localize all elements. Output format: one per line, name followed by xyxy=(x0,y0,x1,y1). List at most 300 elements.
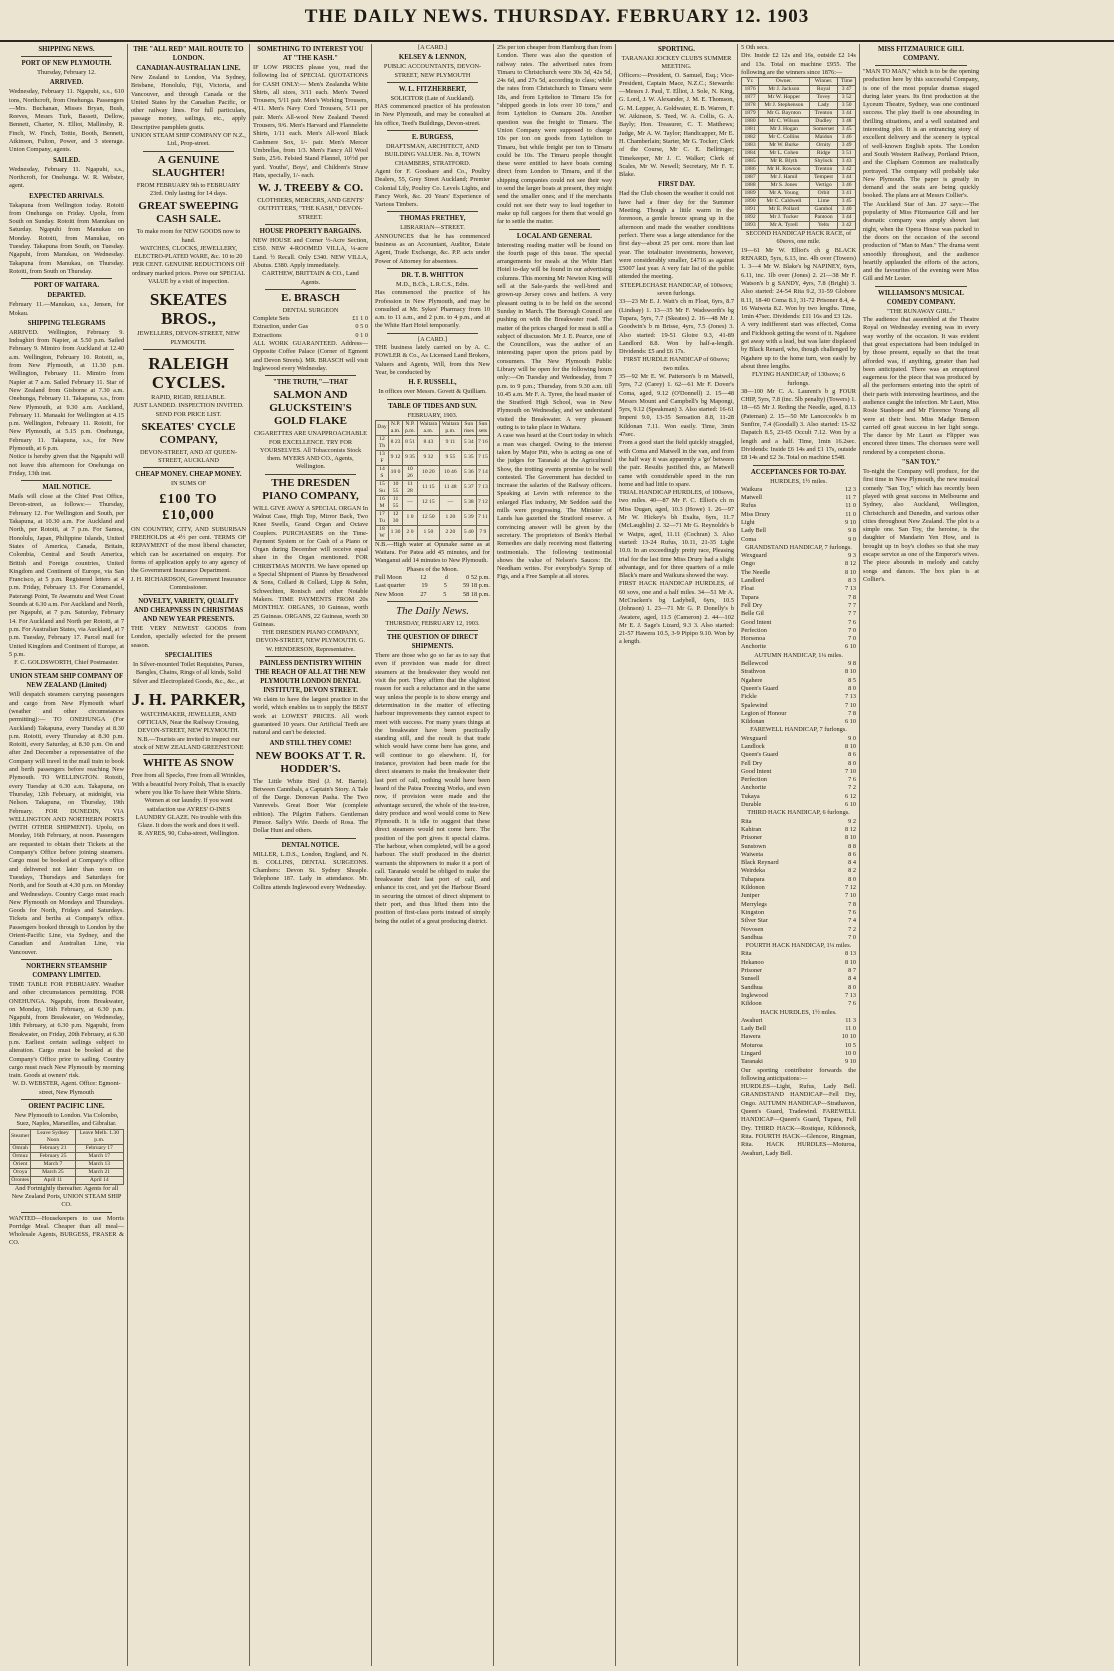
horse-name: Sunsell xyxy=(741,975,760,983)
horse-name: Wexguard xyxy=(741,734,767,742)
list-item xyxy=(741,926,856,934)
list-item xyxy=(741,1025,856,1033)
sporting-sub: TARANAKI JOCKEY CLUB'S SUMMER MEETING. xyxy=(621,55,732,71)
table-cell: Mr A. Tyrell xyxy=(759,222,810,230)
table-cell: 1891 xyxy=(742,206,759,214)
horse-weight: 9 8 xyxy=(848,660,856,668)
horse-weight: 7 7 xyxy=(848,601,856,609)
table-cell: 1876 xyxy=(742,86,759,94)
tide-month: FEBRUARY, 1903. xyxy=(407,411,458,419)
results-5: FIRST HACK HANDICAP HURDLES, of 60 sovs, one and a half miles. 34—51 Mr A. McCracken's bg Ladybell, 6yrs, 10.5 (Johnson) 1. 23—71 Mr G. P. Donelly's b Awatere, aged, 11.5 (Cameron) 2. 44—102 Mr E. J. Sage's Lizard, 9.3 3. Also started: 21-57 Hawera 10.5, 3-9 Pipipo 9.10. Won by a length. xyxy=(619,580,734,646)
table-row xyxy=(742,150,856,158)
williamson-sub: "THE RUNAWAY GIRL." xyxy=(887,307,955,315)
autumn-heading: AUTUMN HANDICAP, 1¼ miles. xyxy=(754,651,843,659)
horse-weight: 8 0 xyxy=(848,759,856,767)
horse-weight: 11 3 xyxy=(845,1016,856,1024)
moon-phase: Last quarter xyxy=(375,582,406,590)
horse-name: Tuhapara xyxy=(741,875,765,883)
table-cell: Vertigo xyxy=(809,182,838,190)
table-cell: February 21 xyxy=(31,1144,75,1152)
truth-heading: "THE TRUTH,"—THAT xyxy=(273,379,348,387)
table-cell: 3 45 xyxy=(838,126,856,134)
horse-name: Rita xyxy=(741,950,752,958)
leader-text: There are those who go so far as to say that even if provision was made for direct steamers at the breakwater they would not visit the port. They affirm that the slightest reason for such a reluctance and in the same way unless the people is to show energy and determination in the matter of effecting harbour improvements they cannot expect to meet with success. For many years things at the breakwater have been practically standing still, and the result is that trade which would have come here has gone, and will continue to go elsewhere. If, for instance, provision had been made for the direct steamers to make the breakwater their last port of call, nothing would have been heard of the Patea Freezing Works, and even now, if provision were made and the advantage secured, the whole of the tea-tree, dairy produce and wool would come to New Plymouth. It is idle to suggest that these direct steamers would not come here. The position of the port gives it special claims. The harbour, when completed, will be a good harbour. The stuff produced in the district warrants the shipowners to make it a port of call. Taranaki would be obliged to make the breakwater their last port of call, and enhance its cost, and yet the Harbour Board in securing the utmost of direct shipment to their port, and thus lifted them into the position of first-class ports instead of simply being the outlet of a great producing district. xyxy=(375,652,490,925)
table-row xyxy=(742,198,856,206)
horse-weight: 8 10 xyxy=(844,958,856,966)
table-cell: 1880 xyxy=(742,118,759,126)
skeates-cycle-sub: DEVON-STREET, AND AT QUEEN-STREET, AUCKLAND xyxy=(139,448,237,465)
horse-name: Hekanoo xyxy=(741,958,764,966)
list-item xyxy=(741,577,856,585)
table-row xyxy=(10,1152,124,1160)
card-label: [A CARD.] xyxy=(417,44,448,51)
waitara-heading: PORT OF WAITARA. xyxy=(33,282,100,290)
table-cell: 3 42 xyxy=(838,166,856,174)
table-cell: Mr W. Burke xyxy=(759,142,810,150)
winners-table xyxy=(741,77,856,230)
leader-continued: 25s per ton cheaper from Hamburg than from London. There was also the question of railway rates. The advertised rates from Timaru to Christchurch were 30s 3d, 42s 5d, 24s 6d, and 27s 5d, according to class; while the rates from Christchurch to Timaru were 18s, and from Lyttelton to Timaru 15s for "shipped goods in lots over 10 tons," and from Lyttelton to Oamaru 20s. Another question was the freight to Timaru. The Union Company were supposed to charge 10s per ton on goods from Lyttelton to Timaru, but while freight per ton to Timaru could be 10s. The Timaru people thought these were entitled to have boats coming direct from London to Timaru, and if the shipping companies could not see their way to send the larger boats at present, they might send the smaller ones; and if the merchants could not see their way to lead together to make up full cargoes for them that would go far to settle the matter. xyxy=(497,44,612,226)
list-item xyxy=(741,901,856,909)
horse-weight: 7 10 xyxy=(844,767,856,775)
horse-name: Ngahere xyxy=(741,676,763,684)
books-text: The Little White Bird (J. M. Barrie). Between Cannibals, a Captain's Story. A Tale of the Darge. Donovan Pasha. The Two Vanrevels. Great Boer War (complete edition). The Pilgrim Fathers. Gentleman Pimsor. Sally's Wife. Deeds of Rosa. The Dollar Hunt and others. xyxy=(253,777,368,835)
table-cell: 3 52 xyxy=(838,94,856,102)
list-item xyxy=(741,735,856,743)
northern-heading: NORTHERN STEAMSHIP COMPANY LIMITED. xyxy=(26,962,107,979)
horse-name: Belle Gil xyxy=(741,610,764,618)
allred-heading: THE "ALL RED" MAIL ROUTE TO LONDON. xyxy=(133,46,244,62)
list-item xyxy=(741,619,856,627)
table-cell: 3 48 xyxy=(838,118,856,126)
columns xyxy=(6,44,1108,1666)
money-amount: £100 TO £10,000 xyxy=(159,491,218,523)
horse-name: Kildonon xyxy=(741,884,765,892)
horse-weight: 8 12 xyxy=(844,825,856,833)
horse-weight: 11 7 xyxy=(845,494,856,502)
horse-weight: 8 10 xyxy=(844,743,856,750)
fee-label: Extraction, under Gas xyxy=(253,323,309,331)
results-1: 33—23 Mr E. J. Watt's ch m Float, 6yrs, 8.7 (Lindsay) 1. 13—35 Mr F. Wadsworth's bg Tupara, 5yrs, 7.7 (Skeates) 2. 16—48 Mr J. Goodwin's b m Brisse, 4yrs, 7.5 (Jones) 3. Also started: 19-51 Gloire 9.3, 41-89 Landlord 8.8. Won by half-a-length. Dividends: £5 and £6 17s. xyxy=(619,298,734,356)
fee-label: Extractions xyxy=(253,331,282,339)
dresden-text: WILL GIVE AWAY A SPECIAL ORGAN In Walnut Case, High Top, Mirror Back, Two Knee Swells, Grand Organ and Octave Couplers. PURCHASERS on the Time-Payment System or for Cash of a Piano or Organ during December will receive equal share in the Organ mentioned. FOR CHRISTMAS MONTH. We have opened up a Special Shipment of Pianos by Broadwood & Sons, Collard & Collard, Lipp & Sohn, Schwechten, Ronisch and other Notable Makers. TIME PAYMENTS FROM 20s MONTHLY. ORGANS, 10 Guineas, worth 25 Guineas. ORGANS, 22 Guineas, worth 30 Guineas. xyxy=(253,504,368,628)
table-cell: Mr C. Caldwell xyxy=(759,198,810,206)
horse-weight: 12 3 xyxy=(844,485,856,493)
list-item xyxy=(741,685,856,693)
tide-col: Day xyxy=(376,420,389,435)
list-item xyxy=(741,801,856,809)
horse-weight: 7 13 xyxy=(844,991,856,999)
first-day-text: Had the Club chosen the weather it could not have had a finer day for the Summer Meeting. Though a little warm in the forenoon, a gentle breeze sprang up in the afternoon and made the weather conditions perfect. There was a large attendance for the first day—about 25 per cent. more than last year. The totalisator investments, however, were considerably smaller, £4716 as against £5007 last year. A very fair list of the public attended the meeting. xyxy=(619,190,734,281)
table-cell: April 14 xyxy=(75,1176,123,1184)
horse-name: Fell Dry xyxy=(741,601,763,609)
slaughter-heading: A GENUINE SLAUGHTER! xyxy=(152,153,225,179)
horse-weight: 8 2 xyxy=(848,867,856,875)
horse-name: Queen's Guard xyxy=(741,684,779,692)
local-text-2: A case was heard at the Court today in which a man was charged. Owing to the interest taken by Major Pitt, who is acting as one of the judges for Taranaki at the Agricultural Show, the trotting events promise to be well contested. The Government has decided to increase the salaries of the Railway officers. Speaking at Levin with reference to the enlarged Flax industry, Mr Seddon said the mills were progressing. The Minister of Lands has gazetted the Stratford reserve. A convincing answer will be given by the secretary. The proprietors of Bonk's Herbal Remedies are daily receiving most flattering testimonials. The following testimonial shows the value of Nelson's Sauces: Dr. Needham writes. For everybody's Syrup of Figs, and a Free Sample at all stores. xyxy=(497,432,612,581)
table-cell: February 17 xyxy=(75,1144,123,1152)
shipping-heading: SHIPPING NEWS. xyxy=(38,46,95,53)
horse-name: Kahiran xyxy=(741,825,762,833)
table-cell: 3 41 xyxy=(838,190,856,198)
table-cell: 5 37 xyxy=(461,480,476,495)
horse-weight: 11 0 xyxy=(845,502,856,510)
money-sums: IN SUMS OF xyxy=(171,480,206,488)
list-item xyxy=(741,668,856,676)
local-heading: LOCAL AND GENERAL xyxy=(516,232,593,240)
hack-hurdles-heading: HACK HURDLES, 1½ miles. xyxy=(760,1008,837,1016)
sailed-text: Wednesday, February 11. Ngapuhi, s.s., Northcroft, for Onehunga. W. R. Webster, agent. xyxy=(9,165,124,190)
table-cell: 7 15 xyxy=(476,450,489,465)
table-cell: 3 50 xyxy=(838,102,856,110)
list-item xyxy=(741,876,856,884)
list-item xyxy=(741,660,856,668)
table-cell: 12 15 xyxy=(417,495,439,510)
table-cell: 1889 xyxy=(742,190,759,198)
list-item xyxy=(741,851,856,859)
whitton-text: Has commenced the practice of his Profession in New Plymouth, and may be consulted at Mr. Sykes' Pharmacy from 10 a.m. to 11 a.m., and 2 p.m. to 4 p.m., and at the White Hart Hotel temporarily. xyxy=(375,289,490,330)
list-item xyxy=(741,1017,856,1025)
snow-text: Free from all Specks, Free from all Wrinkles, With a beautiful Ivory Polish, That is exactly where you like To have their White Shirts. Women at our laundry. If you want satisfaction use AYRES' O-INES LAUNDRY GLAZE. No trouble with this Glaze. It does the work and does it well. xyxy=(131,772,246,830)
table-cell: 1882 xyxy=(742,134,759,142)
table-cell: 1892 xyxy=(742,214,759,222)
novelty-heading: NOVELTY, VARIETY, QUALITY AND CHEAPNESS IN CHRISTMAS AND NEW YEAR PRESENTS. xyxy=(133,598,244,624)
moon-time: 58 18 p.m. xyxy=(463,590,490,598)
list-item xyxy=(741,536,856,544)
table-row xyxy=(376,480,490,495)
table-cell: 9 55 xyxy=(439,450,461,465)
flying-heading: FLYING HANDICAP, of 130sovs; 6 furlongs. xyxy=(752,371,845,387)
table-cell: Orbit xyxy=(809,190,838,198)
horse-name: Tukaya xyxy=(741,792,760,800)
fitzmaurice-text: "MAN TO MAN," which is to be the opening production here by this successful Company, is one of the most popular dramas staged during later years. Its first production at the Lyceum Theatre, Sydney, was one continued success. The play itself is one abounding in thrilling situations, and a well sustained and interesting plot. It is an entrancing story of excellent delivery and the scenery is typical of well-known English spots. The London and South Western Railway, Portland Prison, and the Clapham Common are realistically portrayed. The company will probably take New Plymouth. The paper is greatly in demand and the seats are being quickly booked. The plans are at Messrs Collier's. xyxy=(863,68,979,200)
table-cell: Ridge xyxy=(809,150,838,158)
list-item xyxy=(741,569,856,577)
table-cell: 10 26 xyxy=(403,465,418,480)
carthew-signature: CARTHEW, BRITTAIN & CO., Land Agents. xyxy=(262,270,359,286)
horse-name: Lingard xyxy=(741,1049,761,1057)
table-row xyxy=(742,190,856,198)
horse-weight: 7 2 xyxy=(848,784,856,792)
table-cell: 1878 xyxy=(742,102,759,110)
table-cell: Maidon xyxy=(809,134,838,142)
skeates-logo: SKEATES BROS., xyxy=(149,290,228,329)
brasch-fee-row xyxy=(253,315,368,323)
parker-logo: J. H. PARKER, xyxy=(131,689,246,709)
mail-signature: F. C. GOLDSWORTH, Chief Postmaster. xyxy=(14,659,119,667)
list-item xyxy=(741,826,856,834)
list-item xyxy=(741,494,856,502)
dresden-heading: THE DRESDEN PIANO COMPANY, xyxy=(262,476,359,502)
table-row xyxy=(376,510,490,525)
brasch-text: ALL WORK GUARANTEED. Address—Opposite Coffee Palace (Corner of Egmont and Devon Streets). MR. BRASCH will visit Inglewood every Wednesday. xyxy=(253,340,368,372)
list-item xyxy=(741,834,856,842)
horse-name: Novosen xyxy=(741,925,764,933)
table-row xyxy=(10,1168,124,1176)
table-row xyxy=(376,465,490,480)
autumn-list xyxy=(741,660,856,726)
table-row xyxy=(742,166,856,174)
horse-name: Moturoa xyxy=(741,1041,763,1049)
horse-name: Bellewcod xyxy=(741,660,768,668)
horse-name: Inglewood xyxy=(741,991,768,999)
moon-day: 27 xyxy=(420,590,427,598)
tips-intro: Our sporting contributor forwards the following anticipations:— xyxy=(741,1066,856,1082)
horse-weight: 7 0 xyxy=(848,626,856,634)
interest-heading: SOMETHING TO INTEREST YOU AT "THE KASH." xyxy=(257,46,364,62)
table-cell: Shylock xyxy=(809,158,838,166)
list-item xyxy=(741,527,856,535)
list-item xyxy=(741,486,856,494)
table-cell: 11 48 xyxy=(439,480,461,495)
orient-text: New Plymouth to London. Via Colombo, Suez, Naples, Marseilles, and Gibraltar. xyxy=(14,1112,119,1128)
sweep-text: To make room for NEW GOODS now to hand. xyxy=(136,228,241,244)
horse-weight: 8 10 xyxy=(844,668,856,676)
table-cell: Mr C. Collins xyxy=(759,134,810,142)
list-item xyxy=(741,959,856,967)
port-heading: PORT OF NEW PLYMOUTH. xyxy=(21,60,112,67)
horse-weight: 7 8 xyxy=(848,900,856,908)
horse-name: Sandhua xyxy=(741,983,763,991)
orient-heading: ORIENT PACIFIC LINE. xyxy=(28,1103,105,1111)
list-item xyxy=(741,602,856,610)
list-item xyxy=(741,784,856,792)
list-item xyxy=(741,859,856,867)
horse-weight: 9 0 xyxy=(848,535,856,543)
table-cell: 1887 xyxy=(742,174,759,182)
moon-phase: Full Moon xyxy=(375,573,402,581)
dental-heading: DENTAL NOTICE. xyxy=(281,841,340,849)
horse-name: Prisoner xyxy=(741,834,762,842)
list-item xyxy=(741,552,856,560)
table-cell: Orontes xyxy=(11,1176,30,1183)
table-cell: Mr S. Jones xyxy=(759,182,810,190)
brasch-sub: DENTAL SURGEON xyxy=(282,306,339,314)
table-row xyxy=(376,495,490,510)
list-item xyxy=(741,560,856,568)
horse-name: Light xyxy=(741,518,755,526)
table-cell: 1 20 xyxy=(439,510,461,525)
expected-heading: EXPECTED ARRIVALS. xyxy=(29,192,104,200)
union-heading: UNION STEAM SHIP COMPANY OF NEW ZEALAND (Limited) xyxy=(9,673,124,690)
horse-weight: 8 10 xyxy=(844,568,856,576)
horse-name: Good Intent xyxy=(741,618,772,626)
list-item xyxy=(741,934,856,942)
table-row xyxy=(742,94,856,102)
table-cell: 1890 xyxy=(742,198,759,206)
moon-phase: New Moon xyxy=(375,590,404,598)
tide-table xyxy=(375,420,490,541)
horse-name: Anchorite xyxy=(741,643,767,651)
list-item xyxy=(741,909,856,917)
table-row xyxy=(10,1176,124,1184)
results-6: 19—61 Mr W. Elliot's ch g BLACK RENARD, 5yrs, 6.13, inc. 4lb over (Towers) 1. 3—4 Mr W. Blake's bg NAPINEY, 6yrs, 6.11, inc. 1lb over (Jones) 2. 21—38 Mr F. Watson's b g SANDY, 4yrs, 7.8 (Bright) 3. Also started: 24-54 Rita 9.2, 31-59 Globore 8.11, 18-40 Coma 8.1, 31-72 Prisoner 8.4, 4-16 Waiweta 8.2. Won by two lengths. Time, 1min 47sec. Dividends: £11 16s and £3 12s. xyxy=(741,246,856,321)
hurdles-heading: HURDLES, 1½ miles. xyxy=(770,477,827,485)
horse-weight: 8 7 xyxy=(848,967,856,975)
table-cell: 1893 xyxy=(742,222,759,230)
table-cell: Ornity xyxy=(809,142,838,150)
moon-row xyxy=(375,574,490,582)
table-cell: Tovey xyxy=(809,94,838,102)
winners-col: Winner. xyxy=(809,78,838,86)
horse-weight: 7 12 xyxy=(844,884,856,892)
masthead-title: THE DAILY NEWS. THURSDAY. FEBRUARY 12. 1903 xyxy=(304,6,810,27)
horse-name: Perfection xyxy=(741,626,767,634)
moon-day: 19 xyxy=(421,582,428,590)
table-cell: 10 0 xyxy=(388,465,402,480)
horse-weight: 7 6 xyxy=(848,908,856,916)
table-cell: 9 12 xyxy=(388,450,402,465)
tide-col: N.P. p.m. xyxy=(403,420,418,435)
horse-weight: 11 0 xyxy=(845,510,856,518)
list-item xyxy=(741,594,856,602)
departed-heading: DEPARTED. xyxy=(47,292,86,300)
table-cell: Lime xyxy=(809,198,838,206)
list-item xyxy=(741,1000,856,1008)
local-text: Interesting reading matter will be found on the fourth page of this issue. The special arrangements for meals at the White Hart Hotel to-day will be found in our advertising columns. This morning Mr Newton King will sell at the Sale-yards the well-bred and grown-up Jersey cows and heifers. A very pleasant outing is to be held on the second Sunday in March. The Borough Council are pushing on with the Breakwater road. The matter of the prices charged for meat is still a subject of discussion. Mr J. E. Pearce, one of the Councillors, was the author of an interesting paper upon the prices paid by consumers. The New Plymouth Public Library will be open for the following hours only:—On Tuesday and Wednesday, from 7 p.m. to 9 p.m.; Thursday, from 9.30 a.m. till 10.45 a.m. Mr F. A. Tyree, the head master of the Stratford High School, was in New Plymouth on Wednesday, and we understand visited the Breakwater. A very pleasant outing is to take place in Waitara. xyxy=(497,241,612,432)
table-cell: Somerset xyxy=(809,126,838,134)
table-row xyxy=(10,1144,124,1152)
list-item xyxy=(741,967,856,975)
table-cell: 1877 xyxy=(742,94,759,102)
table-cell: 1 50 xyxy=(417,525,439,540)
interest-text: IF LOW PRICES please you, read the following list of SPECIAL QUOTATIONS for CASH ONLY:— Men's Zealandia White Shirts, all sizes, 3/11 each. Men's Tweed Trousers, 5/11 pair. Men's Working Trousers, 4/11. Men's Navy Cord Trousers, 5/11 per pair. Men's All-wool New Zealand Tweed Trousers, 9/6. Men's Harvard and Flannelette Shirts, 1/11 each. Men's All-wool Black Cashmere Sox, 1/- pair. Men's Mercer Umbrellas, from 1/3. Men's Fancy All Wool Suits, 25/6. Felsted Stand Flannel, 10½d per yard. Youths', Boys', and Children's Straw Hats, specially, 1/- each. xyxy=(253,64,368,179)
list-item xyxy=(741,793,856,801)
horse-name: Perfection xyxy=(741,776,767,784)
table-row xyxy=(10,1160,124,1168)
table-cell: 3 42 xyxy=(838,222,856,230)
horse-name: Durable xyxy=(741,801,762,809)
results-2: 35—92 Mr E. W. Patterson's b m Matwell, 5yrs, 7.2 (Carey) 1. 62—61 Mr F. Dover's Coma, aged, 9.12 (O'Donnell) 2. 15—48 Messrs Mount and Campbell's bg Mapongi, 5yrs, 9.12 (Speakman) 3. Also started: 16-61 Impeni 9.0, 13-35 Sensation 8.8, 11-28 Kildonan 7.11. Won easily. Time, 3min 47sec. xyxy=(619,372,734,439)
mail-heading: MAIL NOTICE. xyxy=(42,484,91,492)
table-cell: March 21 xyxy=(75,1168,123,1176)
table-cell: Mr J. Stephenson xyxy=(759,102,810,110)
list-item xyxy=(741,585,856,593)
table-cell: 5 35 xyxy=(461,450,476,465)
salmon-text: CIGARETTES ARE UNAPPROACHABLE FOR EXCELLENCE. TRY FOR YOURSELVES. All Tobacconists Stock them. MYERS AND CO., Agents, Wellington. xyxy=(253,430,367,471)
horse-name: Fell Dry xyxy=(741,759,763,767)
sporting-heading: SPORTING. xyxy=(658,46,695,53)
results-4: TRIAL HANDICAP HURDLES, of 100sovs, two miles. 40—87 Mr F. C. Elliot's ch m Miss Dugan, aged, 10.3 (Howe) 1. 26—97 Mr W. Hickey's bh Exalta, 6yrs, 11.7 (McLaughlin) 2. 32—71 Mr G. Reynolds's b w Waipu, aged, 11.11 (Cochran) 3. Also started: 13-24 Rufus, 10.11, 21-35 Light 10.0. In an exceedingly pretty race, Pleasing trial for the last time Miss Drury had a slight advantage, and for three quarters of a mile Black's mare and Waikura showed the way. xyxy=(619,489,734,580)
table-cell: 11 28 xyxy=(403,480,418,495)
table-row xyxy=(376,435,490,450)
table-cell: 8 43 xyxy=(417,435,439,450)
horse-name: Float xyxy=(741,585,754,593)
table-cell: 1888 xyxy=(742,182,759,190)
results-3: From a good start the field quickly straggled, with Coma and Matwell in the van, and from the half way it was apparently a 'go' between the pair. Results justified this, as Matwell came with considerable speed in the run home and had little to spare. xyxy=(619,439,734,488)
list-item xyxy=(741,643,856,651)
fitzmaurice-text-2: The Auckland Star of Jan. 27 says:—The popularity of Miss Fitzmaurice Gill and her dramatic company was amply shown last night, when the Opera House was packed to the doors on the occasion of the second production of "Man to Man." The drama went smoothly throughout, and the audience heartily applauded the efforts of the actors, and the favourites of the evening were Miss Gill and Mr Lester. xyxy=(863,200,979,283)
russell-sub: In offices over Messrs. Govett & Quilliam. xyxy=(378,388,487,396)
table-cell: 1884 xyxy=(742,150,759,158)
allred-subheading: CANADIAN-AUSTRALIAN LINE. xyxy=(136,65,241,72)
table-cell: 11 15 xyxy=(417,480,439,495)
bargains-text: NEW HOUSE and Corner ½-Acre Section, £350. NEW 4-ROOMED VILLA, ¼-acre Land. ½ Recall. Only £340. NEW VILLA, Abutus. £380. Apply immediately. xyxy=(253,237,368,269)
table-cell: March 25 xyxy=(31,1168,75,1176)
horse-name: Rufus xyxy=(741,502,757,510)
brasch-fee-row xyxy=(253,323,368,331)
kelsey-sub: PUBLIC ACCOUNTANTS, DEVON-STREET, NEW PLYMOUTH xyxy=(383,63,482,79)
table-cell: 1881 xyxy=(742,126,759,134)
list-item xyxy=(741,884,856,892)
horse-weight: 7 10 xyxy=(844,701,856,709)
horse-weight: 8 4 xyxy=(848,975,856,983)
table-cell: Royal xyxy=(809,86,838,94)
table-cell: 3 43 xyxy=(838,158,856,166)
horse-weight: 8 4 xyxy=(848,859,856,867)
kelsey-heading: KELSEY & LENNON, xyxy=(398,54,467,62)
table-cell: 2 0 xyxy=(403,525,418,540)
table-cell: Orient xyxy=(10,1160,31,1168)
horse-weight: 6 10 xyxy=(844,718,856,726)
horse-weight: 8 0 xyxy=(848,875,856,883)
orient-col-sydney: Leave Sydney Noon xyxy=(31,1129,75,1144)
slaughter-text: FROM FEBRUARY 9th to FEBRUARY 23rd. Only lasting for 14 days. xyxy=(136,181,241,197)
dentistry-heading: PAINLESS DENTISTRY WITHIN THE REACH OF ALL AT THE NEW PLYMOUTH LONDON DENTAL INSTITUTE, DEVON STREET. xyxy=(255,660,366,695)
table-cell: 5 40 xyxy=(461,525,476,540)
horse-name: Waikura xyxy=(741,485,763,493)
list-item xyxy=(741,511,856,519)
table-row xyxy=(742,174,856,182)
horse-name: Coma xyxy=(741,535,757,543)
column-5 xyxy=(494,44,616,1666)
table-cell: 1886 xyxy=(742,166,759,174)
list-item xyxy=(741,702,856,710)
list-item xyxy=(741,975,856,983)
whitton-heading: DR. T. B. WHITTON xyxy=(401,271,464,279)
tide-note: N.B.—High water at Opunake same as at Waitara. For Patea add 45 minutes, and for Wanganui add 14 minutes to New Plymouth. xyxy=(375,540,490,565)
fitzherbert-sub: SOLICITOR (Late of Auckland). xyxy=(390,94,475,102)
horse-weight: 6 12 xyxy=(844,792,856,800)
allred-signature: UNION STEAM SHIP COMPANY OF N.Z., Ltd., Prop-street. xyxy=(131,132,246,148)
paper-date: THURSDAY, FEBRUARY 12, 1903. xyxy=(385,619,480,627)
table-cell: March 7 xyxy=(31,1160,75,1168)
table-cell: 14 S xyxy=(376,465,389,480)
table-cell: Mr G. Baynton xyxy=(759,110,810,118)
horse-name: Queen's Guard xyxy=(741,751,779,759)
list-item xyxy=(741,776,856,784)
money-signature: J. H. RICHARDSON, Government Insurance Commissioner. xyxy=(131,575,246,591)
table-cell: Mr R. Blyth xyxy=(759,158,810,166)
tide-col: Waitara p.m. xyxy=(439,420,461,435)
table-cell: Yelts xyxy=(809,222,838,230)
horse-name: Strathvon xyxy=(741,668,766,676)
bargains-heading: HOUSE PROPERTY BARGAINS. xyxy=(259,228,362,236)
table-cell: Mr J. Hamil xyxy=(759,174,810,182)
raleigh-sub: RAPID, RIGID, RELIABLE. xyxy=(151,393,226,401)
moon-time: 59 18 p.m. xyxy=(463,582,490,590)
horse-name: Merrylegs xyxy=(741,900,767,908)
table-cell: 12 Th xyxy=(376,435,389,450)
raleigh-footer: JUST LANDED. INSPECTION INVITED. SEND FOR PRICE LIST. xyxy=(133,402,244,418)
fee-value: 0 1 0 xyxy=(355,331,368,339)
table-row xyxy=(376,525,490,540)
brasch-heading: E. BRASCH xyxy=(281,291,340,304)
moon-time: 0 52 p.m. xyxy=(466,573,490,581)
sweep-heading: GREAT SWEEPING CASH SALE. xyxy=(138,200,239,226)
horse-name: Sunstown xyxy=(741,842,766,850)
list-item xyxy=(741,627,856,635)
table-cell: Mr W. Hopper xyxy=(759,94,810,102)
table-row xyxy=(742,206,856,214)
table-cell: February 25 xyxy=(31,1152,75,1160)
first-hurdle-heading: FIRST HURDLE HANDICAP of 60sovs; two miles. xyxy=(623,356,730,372)
table-row xyxy=(742,222,856,230)
tide-heading: TABLE OF TIDES AND SUN. xyxy=(388,402,477,410)
leader-heading: THE QUESTION OF DIRECT SHIPMENTS. xyxy=(387,634,478,651)
williamson-text: The audience that assembled at the Theatre Royal on Wednesday evening was in every way worthy of the occasion. It was evident that great expectations had been indulged in by those present, equally so that the treat afforded was, if anything, greater than had been anticipated. There was an enraptured eagerness for the piece that was produced by all the performers entering into the spirit of their parts with interesting heartiness, and the audience caught the infection. Mr Lauri, Miss Rosie Stanhope and Mr Florence Young all were at their best. Miss Madge Benson carried off great success in her light songs. The dance by Mr Lauri as Flipper was encored three times. The choruses were well rendered by a competent chorus. xyxy=(863,316,979,456)
third-hack-heading: THIRD HACK HANDICAP, 6 furlongs. xyxy=(747,809,850,817)
table-cell: Pantoon xyxy=(809,214,838,222)
